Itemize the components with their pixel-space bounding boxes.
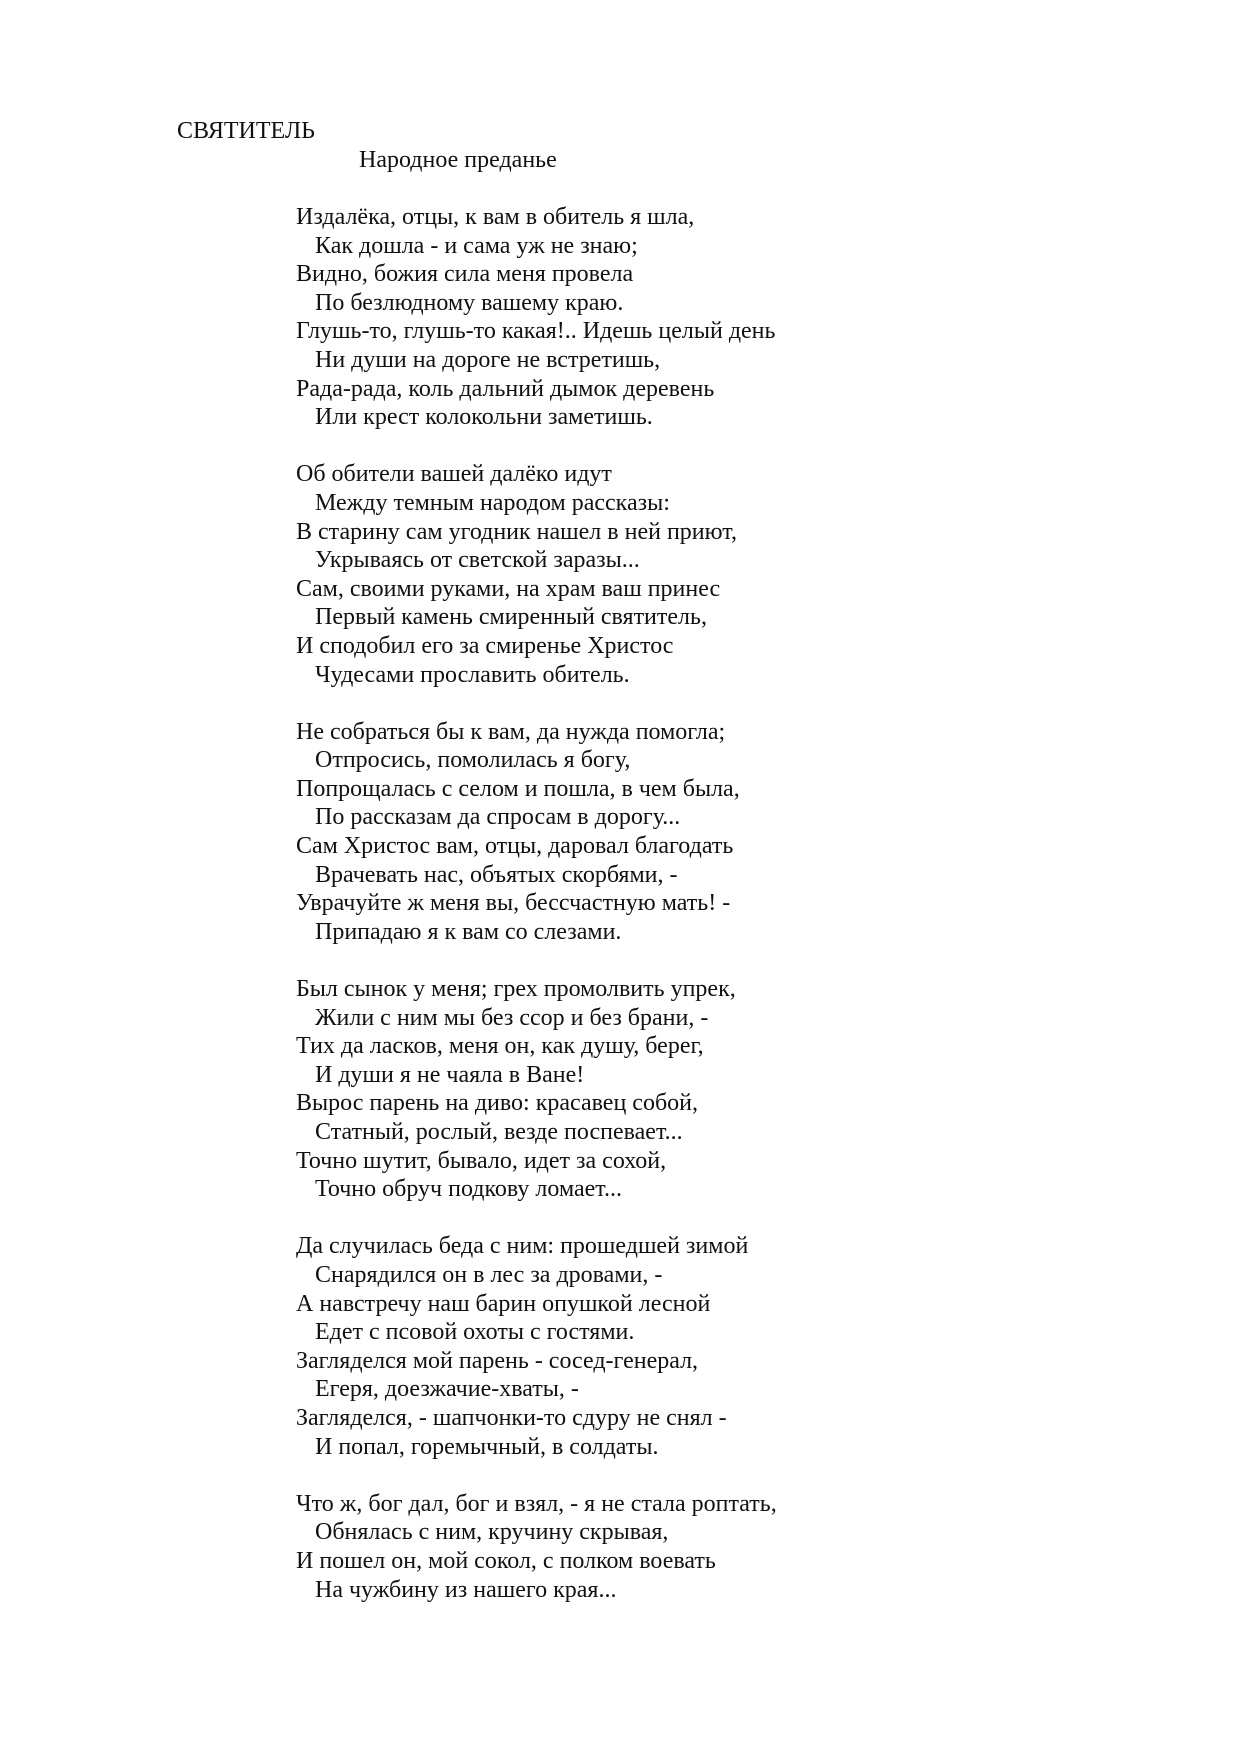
poem-subtitle: Народное преданье — [359, 147, 557, 173]
poem-line: Или крест колокольни заметишь. — [315, 404, 653, 431]
stanza — [296, 975, 1196, 1204]
poem-line: Тих да ласков, меня он, как душу, берег, — [296, 1033, 704, 1060]
poem-line: По безлюдному вашему краю. — [315, 289, 624, 316]
poem-line: Припадаю я к вам со слезами. — [315, 918, 622, 945]
poem-line: Ни души на дороге не встретишь, — [315, 346, 661, 373]
poem-line: Вырос парень на диво: красавец собой, — [296, 1090, 699, 1117]
poem-line: Рада-рада, коль дальний дымок деревень — [296, 375, 715, 402]
poem-body — [296, 203, 1196, 1633]
poem-line: На чужбину из нашего края... — [315, 1576, 617, 1603]
poem-line: Да случилась беда с ним: прошедшей зимой — [296, 1233, 749, 1260]
poem-line: Первый камень смиренный святитель, — [315, 604, 707, 631]
poem-line: А навстречу наш барин опушкой лесной — [296, 1290, 711, 1317]
poem-line: И попал, горемычный, в солдаты. — [315, 1433, 659, 1460]
stanza — [296, 1232, 1196, 1461]
stanza — [296, 718, 1196, 947]
poem-line: Что ж, бог дал, бог и взял, - я не стала роптать, — [296, 1490, 777, 1517]
poem-line: Между темным народом рассказы: — [315, 489, 670, 516]
poem-line: Попрощалась с селом и пошла, в чем была, — [296, 775, 740, 802]
poem-title: СВЯТИТЕЛЬ — [177, 118, 315, 144]
poem-line: И пошел он, мой сокол, с полком воевать — [296, 1547, 716, 1574]
poem-line: Уврачуйте ж меня вы, бессчастную мать! - — [296, 890, 731, 917]
poem-line: Как дошла - и сама уж не знаю; — [315, 232, 638, 259]
poem-line: Загляделся мой парень - сосед-генерал, — [296, 1347, 699, 1374]
poem-line: Врачевать нас, объятых скорбями, - — [315, 861, 678, 888]
poem-line: Обнялась с ним, кручину скрывая, — [315, 1519, 669, 1546]
poem-line: Видно, божия сила меня провела — [296, 261, 634, 288]
stanza — [296, 203, 1196, 432]
poem-line: Отпросись, помолилась я богу, — [315, 747, 631, 774]
poem-line: Едет с псовой охоты с гостями. — [315, 1319, 635, 1346]
poem-line: Укрываясь от светской заразы... — [315, 547, 640, 574]
poem-line: Об обители вашей далёко идут — [296, 461, 612, 488]
poem-line: И сподобил его за смиренье Христос — [296, 632, 674, 659]
stanza — [296, 1490, 1196, 1604]
poem-line: Сам, своими руками, на храм ваш принес — [296, 575, 721, 602]
poem-line: Статный, рослый, везде поспевает... — [315, 1119, 683, 1145]
poem-line: Был сынок у меня; грех промолвить упрек, — [296, 976, 736, 1003]
poem-line: В старину сам угодник нашел в ней приют, — [296, 518, 737, 545]
poem-line: Издалёка, отцы, к вам в обитель я шла, — [296, 204, 695, 230]
poem-line: Егеря, доезжачие-хваты, - — [315, 1376, 579, 1403]
poem-line: Точно шутит, бывало, идет за сохой, — [296, 1147, 667, 1174]
poem-line: Не собраться бы к вам, да нужда помогла; — [296, 718, 726, 745]
poem-line: Жили с ним мы без ссор и без брани, - — [315, 1004, 709, 1031]
poem-line: Загляделся, - шапчонки-то сдуру не снял - — [296, 1404, 727, 1431]
poem-line: Снарядился он в лес за дровами, - — [315, 1261, 663, 1288]
poem-line: По рассказам да спросам в дорогу... — [315, 804, 681, 831]
poem-line: Чудесами прославить обитель. — [315, 661, 630, 688]
poem-line: И души я не чаяла в Ване! — [315, 1061, 585, 1088]
stanza — [296, 460, 1196, 689]
poem-line: Точно обруч подкову ломает... — [315, 1176, 622, 1203]
poem-line: Глушь-то, глушь-то какая!.. Идешь целый день — [296, 318, 776, 345]
poem-line: Сам Христос вам, отцы, даровал благодать — [296, 833, 734, 860]
